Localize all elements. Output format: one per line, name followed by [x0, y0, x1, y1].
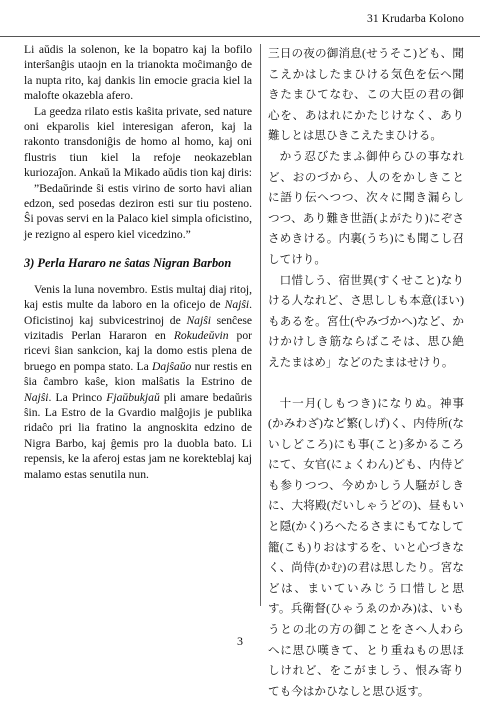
text-run: . La Princo	[48, 391, 106, 404]
paragraph-1: Li aŭdis la solenon, ke la bopatro kaj la bofilo interŝanĝis utaojn en la trianokta moĉimanĝo de la nupta rito, kaj dankis lin emocie gracia kiel la malofte okazebla afero.	[24, 42, 252, 104]
text-run: senĉese vizitadis Perlan Hararon en	[24, 314, 252, 342]
japanese-column	[268, 44, 464, 702]
text-run: . Oficistinoj kaj subvicestrinoj de	[24, 298, 252, 326]
jp-paragraph-1: 三日の夜の御消息(せうそこ)ども、聞こえかはしたまひける気色を伝へ聞きたまひてなむ、この大臣の君の御心を、あはれにかたじけなく、あり難しとは思ひきこえたまひける。	[268, 44, 464, 147]
page-number: 3	[0, 634, 480, 649]
column-divider	[260, 44, 261, 606]
text-run: por ricevi ŝian sankcion, kaj la domo estis plena de bruego en pompa stato. La	[24, 329, 252, 373]
paragraph-gap	[268, 374, 464, 394]
header-rule	[0, 36, 480, 37]
text-run: Venis la luna novembro. Estis multaj diaj ritoj, kaj estis multe da laboro en la oficejo de	[24, 283, 252, 311]
term-najsi: Najŝi	[186, 314, 210, 327]
esperanto-column	[24, 42, 252, 482]
running-header: 31 Krudarba Kolono	[367, 13, 464, 25]
paragraph-2: La geedza rilato estis kaŝita private, sed nature oni ekparolis kiel interesigan aferon, kaj la rakonto transdoniĝis de homo al homo, kaj oni flustris tiun kiel la refoje neokazeblan kuriozaĵon. Ankaŭ la Mikado aŭdis tion kaj diris:	[24, 104, 252, 181]
jp-paragraph-2: かう忍びたまふ御仲らひの事なれど、おのづから、人のをかしきことに語り伝へつつ、次々に聞き漏らしつつ、あり難き世語(よがたり)にぞささめきける。内裏(うち)にも聞こし召してけり。	[268, 147, 464, 271]
term-najsi: Najŝi	[225, 298, 249, 311]
paragraph-3: ”Bedaŭrinde ŝi estis virino de sorto havi alian edzon, sed posedas deziron esti sur tiu posteno. Ŝi povas servi en la Palaco kiel simpla oficistino, je rezigno al espero kiel vicedzino.”	[24, 181, 252, 243]
term-najsi: Najŝi	[24, 391, 48, 404]
term-rokudeuvin: Rokudeŭvin	[174, 329, 229, 342]
text-run: nur restis en ŝia ĉambro kaŝe, kion malŝatis la Estrino de	[24, 360, 252, 388]
paragraph-4	[24, 282, 252, 482]
text-run: pli amare bedaŭris ŝin. La Estro de la Gvardio malĝojis je publika ridaĉo pri lia fratino la angnoskita edzino de Nigra Barbo, kaj ĝemis pro la duobla bato. Li repensis, ke la aferoj estas jam ne korekteblaj kaj malamo estas senutila nun.	[24, 391, 252, 481]
section-heading: 3) Perla Hararo ne ŝatas Nigran Barbon	[24, 256, 252, 271]
jp-paragraph-3: 口惜しう、宿世異(すくせこと)なりける人なれど、さ思ししも本意(ほい)もあるを。宮仕(やみづかへ)など、かけかけしき筋ならばこそは、思ひ絶えたまはめ」などのたまはせけり。	[268, 271, 464, 374]
jp-paragraph-4: 十一月(しもつき)になりぬ。神事(かみわざ)など繁(しげ)く、内侍所(ないしどころ)にも事(こと)多かるころにて、女官(にょくわん)ども、内侍ども参りつつ、今めかしう人騒がしきに、大将殿(だいしゃうどの)、昼もいと隠(かく)ろへたるさまにもてなして籠(こも)りおはするを、いと心づきなく、尚侍(かむ)の君は思したり。宮などは、まいていみじう口惜しと思す。兵衛督(ひゃうゑのかみ)は、いもうとの北の方の御ことをさへ人わらへに思ひ嘆きて、とり重ねもの思ほしけれど、をこがましう、恨み寄りても今はかひなしと思ひ返す。	[268, 394, 464, 702]
term-fjaubukjau: Fjaŭbukjaŭ	[106, 391, 159, 404]
term-dajsauo: Dajŝaŭo	[152, 360, 191, 373]
